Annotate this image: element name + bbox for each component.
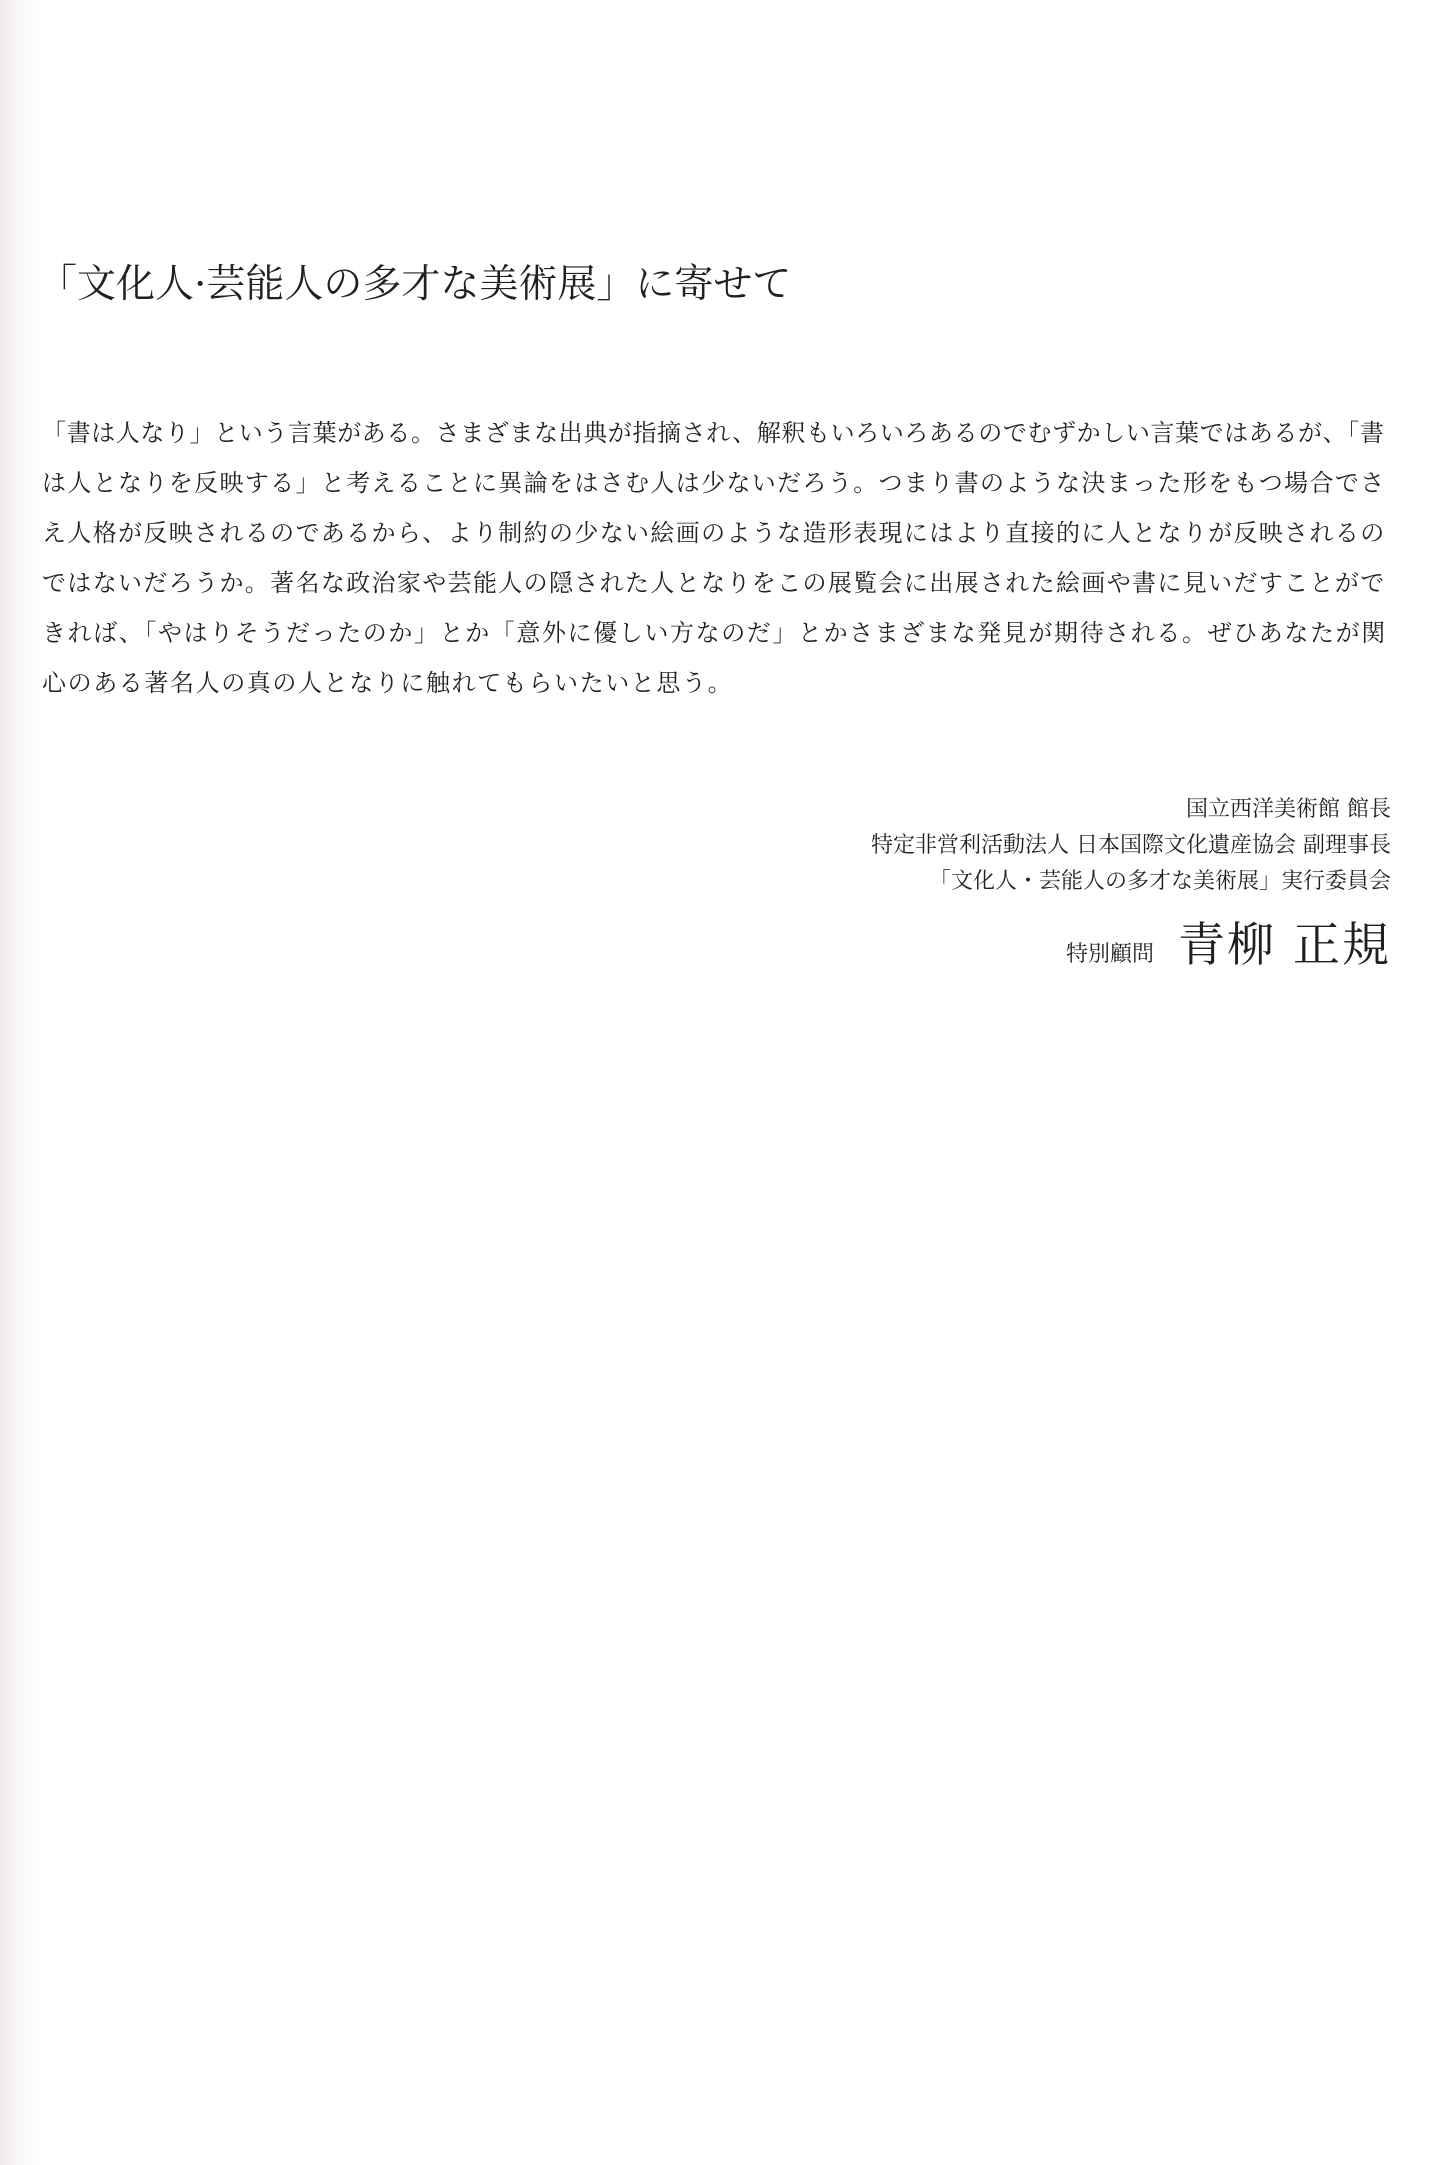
signature-block: [491, 792, 1391, 975]
body-line: え人格が反映されるのであるから、より制約の少ない絵画のような造形表現にはより直接的に人となりが反映されるの: [42, 519, 1386, 547]
signatory-line: [491, 908, 1391, 975]
document-body: [42, 408, 1394, 708]
signatory-name: 青柳 正規: [1178, 918, 1391, 973]
body-line: ではないだろうか。著名な政治家や芸能人の隠された人となりをこの展覧会に出展された絵画や書に見いだすことがで: [42, 569, 1386, 597]
body-line: きれば、「やはりそうだったのか」とか「意外に優しい方なのだ」とかさまざまな発見が期待される。ぜひあなたが関: [42, 619, 1387, 647]
document-title: 「文化人·芸能人の多才な美術展」に寄せて: [38, 262, 792, 307]
body-line: 心のある著名人の真の人となりに触れてもらいたいと思う。: [42, 669, 734, 697]
body-line: は人となりを反映する」と考えることに異論をはさむ人は少ないだろう。つまり書のような決まった形をもつ場合でさ: [42, 469, 1386, 497]
affiliation-line: 国立西洋美術館 館長: [1186, 797, 1391, 822]
affiliation-line: 特定非営利活動法人 日本国際文化遺産協会 副理事長: [871, 833, 1391, 858]
signatory-role: 特別顧問: [1066, 942, 1155, 967]
affiliation-line: 「文化人・芸能人の多才な美術展」実行委員会: [928, 869, 1391, 894]
body-line: 「書は人なり」という言葉がある。さまざまな出典が指摘され、解釈もいろいろあるのでむずかしい言葉ではあるが、「書: [42, 419, 1385, 447]
